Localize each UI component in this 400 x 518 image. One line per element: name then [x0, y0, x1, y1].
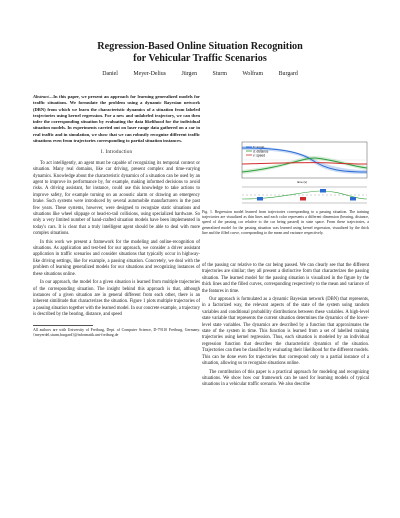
legend-speed: v: speed: [253, 153, 266, 158]
intro-paragraph-1: To act intelligently, an agent must be capable of recognizing its temporal context or situation. Many real domains, like car driving, present complex and time-varying dynamics. Knowledge about the characteristic dynamics of a situation can be used by an agent to improve its performance by, for example, making informed decisions to avoid risks. A driving assistant, for instance, could use this knowledge to take actions to improve safety, for example turning on an acoustic alarm or drawing an emergency brake. Such systems were introduced by several automobile manufacturers in the past few years. These systems, however, were designed to recognize static situations and situations like wheel slippage or head-to-tail collisions, using specialized hardware. So only a very limited number of hand-crafted situation models have been implemented in today's cars. It is clear that a truly intelligent agent should be able to deal with more complex situations.: [33, 160, 200, 237]
right-paragraph-1: of the passing car relative to the car being passed. We can clearly see that the different trajectories are similar; they all present a distinctive form that characterizes the passing situation. The learned model for the passing situation is visualized in the figure by the thick lines and the filled curves, corresponding respectively to the mean and variance of the features in time.: [202, 263, 369, 294]
section-heading: I. Introduction: [100, 150, 133, 156]
car-icon: [320, 189, 326, 193]
road-illustration: [242, 187, 367, 203]
right-column: [202, 263, 369, 391]
intro-paragraph-2: In this work we present a framework for the modeling and online-recognition of situations. As application and test-bed for our approach, we consider a driver assistant application in traffic scenarios and consider situations that typically occur in highway-like driving settings, like for example, a passing situation. Concretely, we deal with the problem of learning generalized models for our situations and recognizing instances of these situations online.: [33, 239, 200, 277]
author-2: Jürgen Sturm: [181, 71, 227, 77]
left-column: [33, 94, 200, 338]
figure-1-plot: [202, 140, 369, 208]
author-1: Daniel Meyer-Delius: [102, 71, 166, 77]
legend-distance: d: distance: [253, 149, 269, 154]
abstract-text: In this paper, we present an approach for learning generalized models for traffic situations. We formulate the problem using a dynamic Bayesian network (DBN) from which we learn the characteristic dynamics of a situation from labeled trajectories using kernel regression. For a new and unlabeled trajectory, we can then infer the corresponding situation by evaluating the data likelihood for the individual situation models. In experiments carried out on laser range data gathered on a car in real traffic and in simulation, we show that we can robustly recognize different traffic situations even from trajectories corresponding to partial situation instances.: [33, 94, 200, 144]
abstract-label: Abstract: [33, 94, 49, 99]
author-list: [0, 71, 400, 77]
car-icon: [257, 197, 263, 201]
legend-bearing: b: angle: [253, 145, 265, 150]
figure-caption: Fig. 1. Regression model learned from trajectories corresponding to a passing situation. The training trajectories are visualized as thin lines and each color represents a different dimension (bearing, distance, speed of the passing car relative to the car being passed) in state space. From these trajectories, a generalized model for the passing situation was learned using kernel regression, visualized by the thick line and the filled curve, corresponding to the mean and variance respectively.: [202, 210, 369, 235]
car-icon: [350, 197, 356, 201]
right-paragraph-3: The contribution of this paper is a practical approach for modeling and recognizing situations. We show how our framework can be used for learning models of typical situations in a vehicular traffic scenario. We also describe: [202, 369, 369, 388]
title-line-2: for Vehicular Traffic Scenarios: [133, 53, 267, 64]
paper-title: [0, 41, 400, 65]
footnote-rule: [33, 325, 93, 326]
figure-1: [202, 140, 369, 208]
right-paragraph-2: Our approach is formulated as a dynamic Bayesian network (DBN) that represents, in a factorized way, the relevant aspects of the state of the system using random variables and conditional probability distributions between these variables. A high-level state variable that represents the current situation determines the dynamics of the lower-level state variables. The dynamics are described by a function that approximates the state of the system in time. This function is learned from a set of labelled training trajectories using kernel regression. Thus, each situation is modeled by an individual regression function that describes the characteristic dynamics of the situation. Trajectories can then be classified by evaluating their likelihood for the different models. This can be done even for trajectories that correspond only to a partial instance of a situation, allowing us to recognize situations online.: [202, 297, 369, 367]
x-axis-label: time (s): [297, 180, 307, 184]
author-3: Wolfram Burgard: [242, 71, 298, 77]
footnote: All authors are with University of Freiburg, Dept. of Computer Science, D-79110 Freiburg, Germany. {meyerdel,sturm,burgard}@informatik.uni-freiburg.de: [33, 327, 200, 337]
abstract: Abstract—In this paper, we present an approach for learning generalized models for traffic situations. We formulate the problem using a dynamic Bayesian network (DBN) from which we learn the characteristic dynamics of a situation from labeled trajectories using kernel regression. For a new and unlabeled trajectory, we can then infer the corresponding situation by evaluating the data likelihood for the individual situation models. In experiments carried out on laser range data gathered on a car in real traffic and in simulation, we show that we can robustly recognize different traffic situations even from trajectories corresponding to partial situation instances.: [33, 94, 200, 144]
title-line-1: Regression-Based Online Situation Recognition: [97, 41, 303, 52]
car-icon: [300, 197, 306, 201]
intro-paragraph-3: In our approach, the model for a given situation is learned from multiple trajectories of the corresponding situation. The insight behind this approach is that, although instances of a given situation are in general different from each other, there is an inherent similitude that characterizes the situation. Figure 1 plots multiple trajectories of a passing situation together with the learned model. In our concrete example, a trajectory is described by the bearing, distance, and speed: [33, 280, 200, 318]
